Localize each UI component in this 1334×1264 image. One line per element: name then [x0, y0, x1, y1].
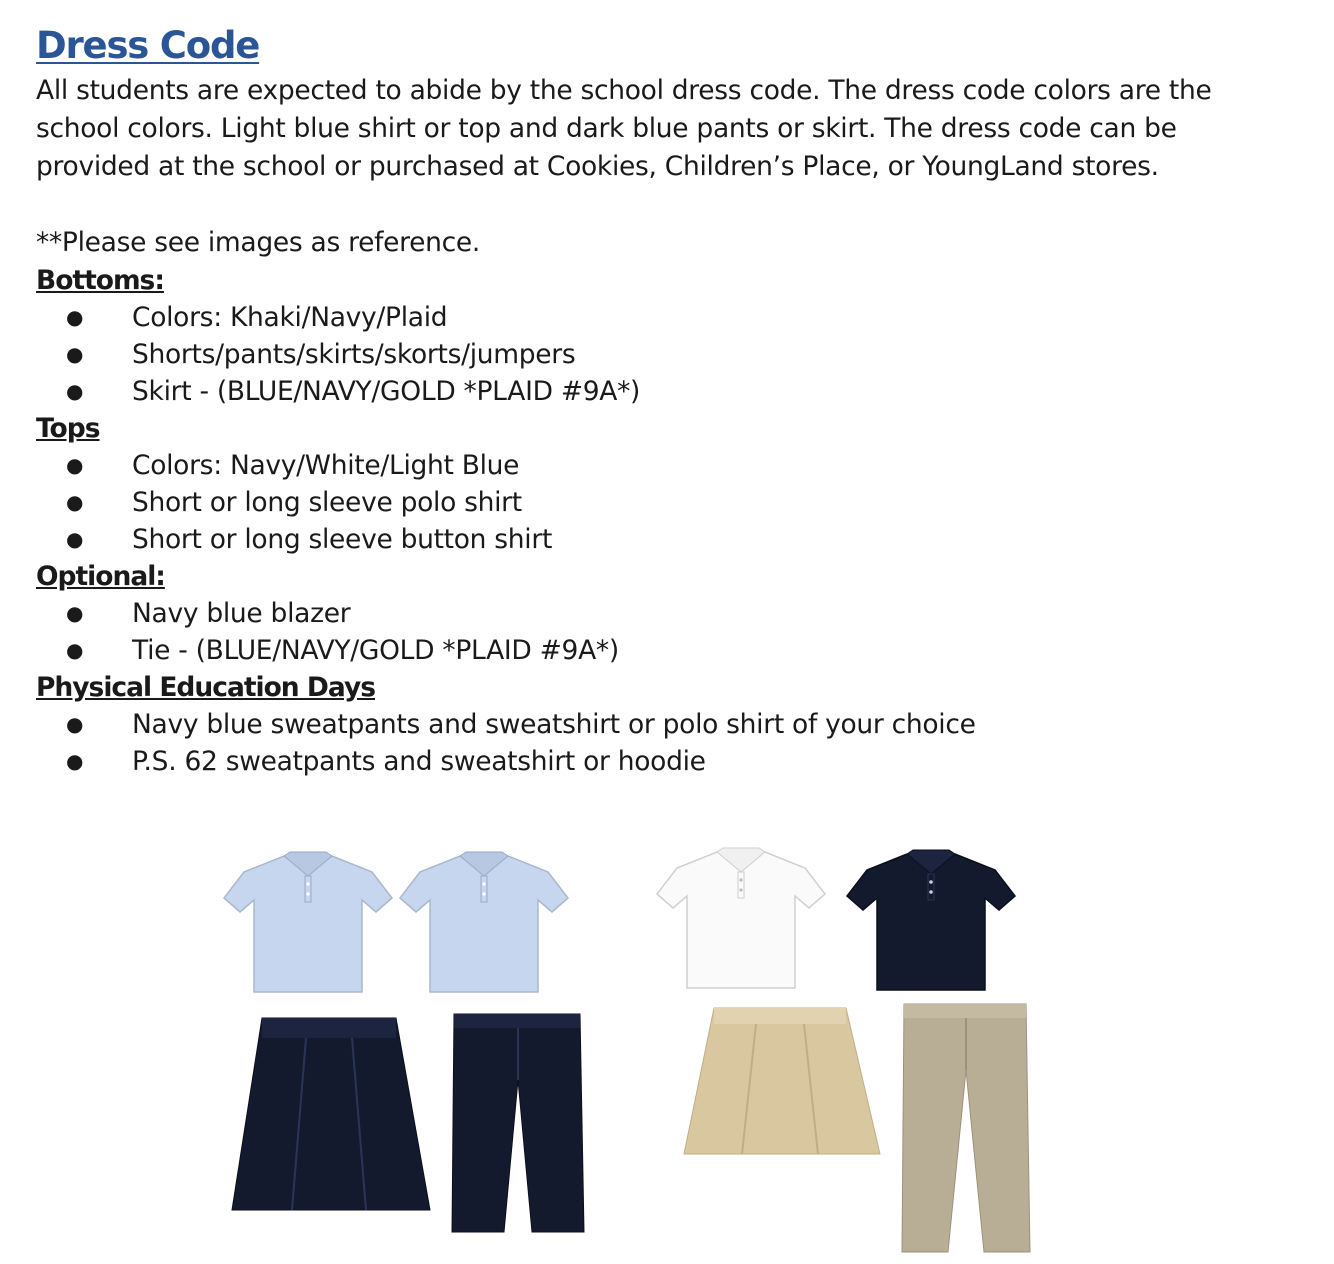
navy-skirt-image: [228, 1014, 434, 1220]
bullet-icon: ●: [66, 527, 84, 551]
navy-pants-image: [448, 1010, 588, 1236]
list-item: ● Skirt - (BLUE/NAVY/GOLD *PLAID #9A*): [36, 373, 1296, 410]
list-item: ● Short or long sleeve polo shirt: [36, 484, 1296, 521]
section-tops: [36, 410, 1296, 558]
bullet-icon: ●: [66, 379, 84, 403]
section-bottoms: [36, 262, 1296, 410]
list-item: ● P.S. 62 sweatpants and sweatshirt or hoodie: [36, 743, 1296, 780]
list-item: ● Tie - (BLUE/NAVY/GOLD *PLAID #9A*): [36, 632, 1296, 669]
list-item: ● Short or long sleeve button shirt: [36, 521, 1296, 558]
bullet-icon: ●: [66, 749, 84, 773]
section-physical-education: [36, 669, 1296, 780]
light-blue-polo-image: [222, 850, 394, 996]
list-item: ● Navy blue sweatpants and sweatshirt or polo shirt of your choice: [36, 706, 1296, 743]
bullet-icon: ●: [66, 342, 84, 366]
dress-code-document: [36, 22, 1296, 780]
bullet-icon: ●: [66, 601, 84, 625]
section-heading-optional: Optional:: [36, 561, 165, 592]
khaki-pants-image: [898, 1000, 1034, 1256]
section-heading-tops: Tops: [36, 413, 100, 444]
list-item: ● Navy blue blazer: [36, 595, 1296, 632]
bullet-icon: ●: [66, 490, 84, 514]
page-title[interactable]: Dress Code: [36, 24, 260, 67]
physical-education-list: [36, 706, 1296, 780]
bullet-icon: ●: [66, 453, 84, 477]
optional-list: [36, 595, 1296, 669]
bullet-icon: ●: [66, 712, 84, 736]
tops-list: [36, 447, 1296, 558]
list-item: ● Shorts/pants/skirts/skorts/jumpers: [36, 336, 1296, 373]
section-optional: [36, 558, 1296, 669]
list-item: ● Colors: Navy/White/Light Blue: [36, 447, 1296, 484]
reference-note: **Please see images as reference.: [36, 227, 481, 258]
list-item: ● Colors: Khaki/Navy/Plaid: [36, 299, 1296, 336]
bullet-icon: ●: [66, 305, 84, 329]
bullet-icon: ●: [66, 638, 84, 662]
white-polo-image: [655, 846, 827, 992]
light-blue-polo-image: [398, 850, 570, 996]
section-heading-physical-education: Physical Education Days: [36, 672, 376, 703]
section-heading-bottoms: Bottoms:: [36, 265, 164, 296]
khaki-skirt-image: [680, 1004, 884, 1160]
navy-polo-image: [845, 848, 1017, 994]
bottoms-list: [36, 299, 1296, 410]
intro-paragraph: All students are expected to abide by the school dress code. The dress code colors are the school colors. Light blue shirt or top and dark blue pants or skirt. The dress code can be provided at the school or purchased at Cookies, Children’s Place, or YoungLand stores.: [36, 75, 1212, 182]
